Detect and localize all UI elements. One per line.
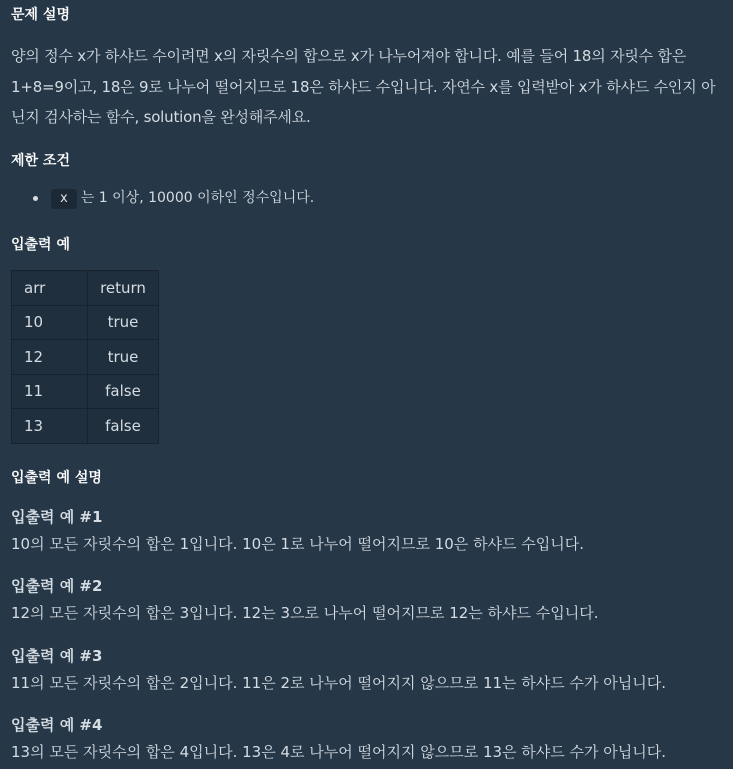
table-cell-arr: 12 (12, 340, 88, 375)
description-heading: 문제 설명 (11, 7, 70, 23)
io-examples-heading: 입출력 예 (11, 237, 70, 253)
io-explanation-example (11, 646, 666, 693)
table-row (12, 305, 159, 340)
constraint-item (33, 187, 314, 209)
example-text: 12의 모든 자릿수의 합은 3입니다. 12는 3으로 나누어 떨어지므로 12는 하샤드 수입니다. (11, 604, 599, 622)
code-snippet: x (51, 189, 77, 209)
example-text: 10의 모든 자릿수의 합은 1입니다. 10은 1로 나누어 떨어지므로 10은 하샤드 수입니다. (11, 535, 585, 553)
table-cell-arr: 10 (12, 305, 88, 340)
example-title: 입출력 예 #4 (11, 716, 103, 734)
table-header-cell: arr (12, 271, 88, 306)
example-title: 입출력 예 #1 (11, 508, 103, 526)
example-title: 입출력 예 #2 (11, 577, 103, 595)
io-explanation-example (11, 576, 599, 623)
table-header-row (12, 271, 159, 306)
table-row (12, 409, 159, 444)
table-row (12, 340, 159, 375)
table-header-cell: return (88, 271, 159, 306)
table-row (12, 374, 159, 409)
table-cell-return: false (88, 374, 159, 409)
table-cell-arr: 11 (12, 374, 88, 409)
example-title: 입출력 예 #3 (11, 647, 103, 665)
io-examples-table (11, 270, 159, 444)
table-cell-return: false (88, 409, 159, 444)
description-line: 1+8=9이고, 18은 9로 나누어 떨어지므로 18은 하샤드 수입니다. 자연수 x를 입력받아 x가 하샤드 수인지 아 (11, 77, 716, 96)
table-cell-arr: 13 (12, 409, 88, 444)
io-explanation-heading: 입출력 예 설명 (11, 470, 102, 486)
io-explanation-example (11, 715, 666, 762)
example-text: 11의 모든 자릿수의 합은 2입니다. 11은 2로 나누어 떨어지지 않으므로 11는 하샤드 수가 아닙니다. (11, 674, 667, 692)
constraints-list (11, 187, 314, 209)
io-explanation-example (11, 507, 584, 554)
constraint-text: 는 1 이상, 10000 이하인 정수입니다. (80, 190, 315, 206)
description-body (11, 41, 726, 133)
constraints-heading: 제한 조건 (11, 153, 70, 169)
example-text: 13의 모든 자릿수의 합은 4입니다. 13은 4로 나누어 떨어지지 않으므로 13은 하샤드 수가 아닙니다. (11, 743, 667, 761)
description-line: 양의 정수 x가 하샤드 수이려면 x의 자릿수의 합으로 x가 나누어져야 합니다. 예를 들어 18의 자릿수 합은 (11, 47, 687, 65)
table-cell-return: true (88, 305, 159, 340)
table-cell-return: true (88, 340, 159, 375)
description-line: 닌지 검사하는 함수, solution을 완성해주세요. (11, 108, 311, 126)
